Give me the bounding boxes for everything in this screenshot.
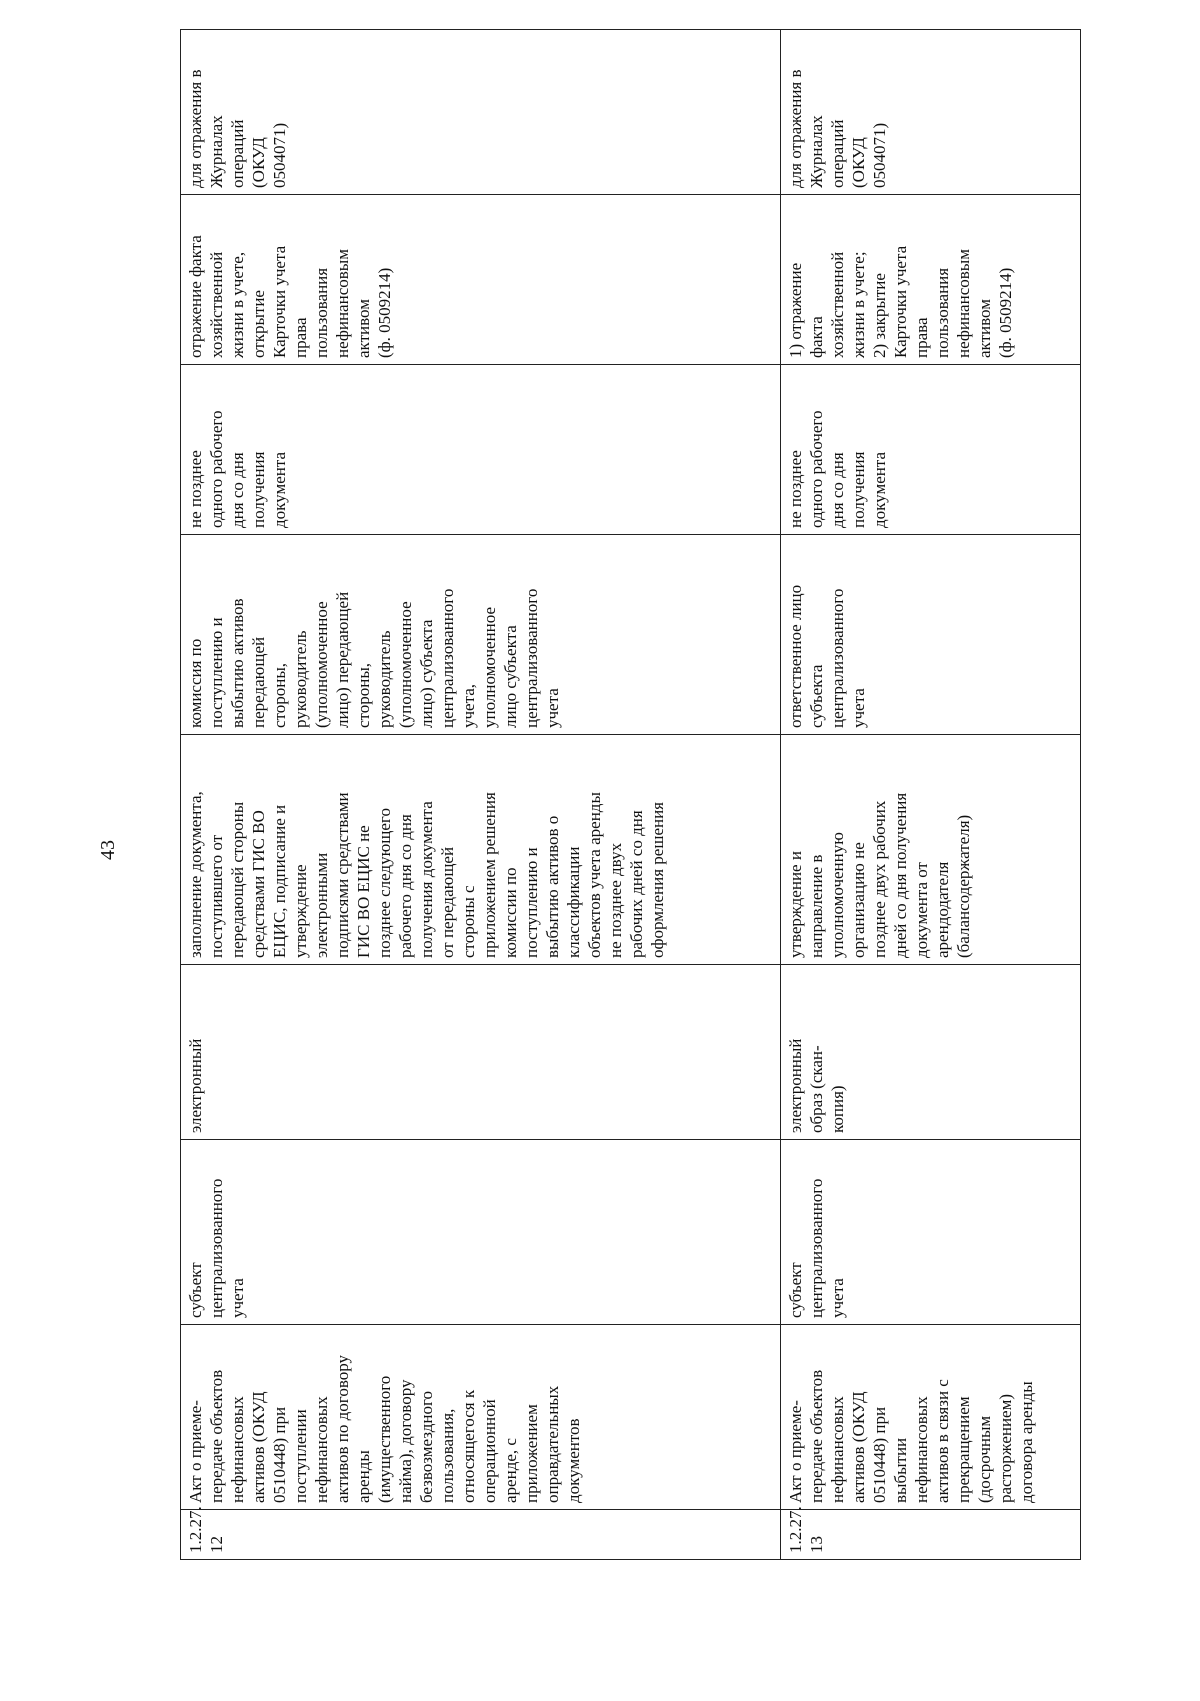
cell-deadline: не позднее одного рабочего дня со дня получения документа — [781, 365, 1081, 535]
cell-document: Акт о приеме- передаче объектов нефинансовых активов (ОКУД 0510448) при поступлении нефинансовых активов по договору аренды (имущественного найма), договору безвозмездного пользования, относящегося к операционной аренде, с приложением оправдательных документов — [181, 1325, 781, 1510]
rotated-table-wrapper — [180, 30, 1080, 1560]
page-number: 43 — [97, 840, 119, 860]
table-row — [181, 30, 781, 1560]
cell-form: электронный — [181, 965, 781, 1140]
cell-action: отражение факта хозяйственной жизни в учете, открытие Карточки учета права пользования нефинансовым активом (ф. 0509214) — [181, 195, 781, 365]
cell-action: 1) отражение факта хозяйственной жизни в учете; 2) закрытие Карточки учета права пользования нефинансовым активом (ф. 0509214) — [781, 195, 1081, 365]
cell-deadline: не позднее одного рабочего дня со дня получения документа — [181, 365, 781, 535]
cell-procedure: заполнение документа, поступившего от передающей стороны средствами ГИС ВО ЕЦИС, подписание и утверждение электронными подписями средствами ГИС ВО ЕЦИС не позднее следующего рабочего дня со дня получения документа от передающей стороны с приложением решения комиссии по поступлению и выбытию активов о классификации объектов учета аренды не позднее двух рабочих дней со дня оформления решения — [181, 735, 781, 965]
document-table — [180, 29, 1081, 1560]
cell-executor: комиссия по поступлению и выбытию активов передающей стороны, руководитель (уполномоченное лицо) передающей стороны, руководитель (уполномоченное лицо) субъекта централизованного учета, уполномоченное лицо субъекта централизованного учета — [181, 535, 781, 735]
table-row — [781, 30, 1081, 1560]
cell-procedure: утверждение и направление в уполномоченную организацию не позднее двух рабочих дней со дня получения документа от арендодателя (балансодержателя) — [781, 735, 1081, 965]
cell-document: Акт о приеме- передаче объектов нефинансовых активов (ОКУД 0510448) при выбытии нефинансовых активов в связи с прекращением (досрочным расторжением) договора аренды — [781, 1325, 1081, 1510]
cell-form: электронный образ (скан- копия) — [781, 965, 1081, 1140]
cell-responsible: субъект централизованного учета — [781, 1140, 1081, 1325]
cell-executor: ответственное лицо субъекта централизованного учета — [781, 535, 1081, 735]
cell-code: 1.2.27. 12 — [181, 1510, 781, 1560]
cell-journal: для отражения в Журналах операций (ОКУД 0504071) — [781, 30, 1081, 195]
cell-responsible: субъект централизованного учета — [181, 1140, 781, 1325]
cell-code: 1.2.27. 13 — [781, 1510, 1081, 1560]
cell-journal: для отражения в Журналах операций (ОКУД 0504071) — [181, 30, 781, 195]
